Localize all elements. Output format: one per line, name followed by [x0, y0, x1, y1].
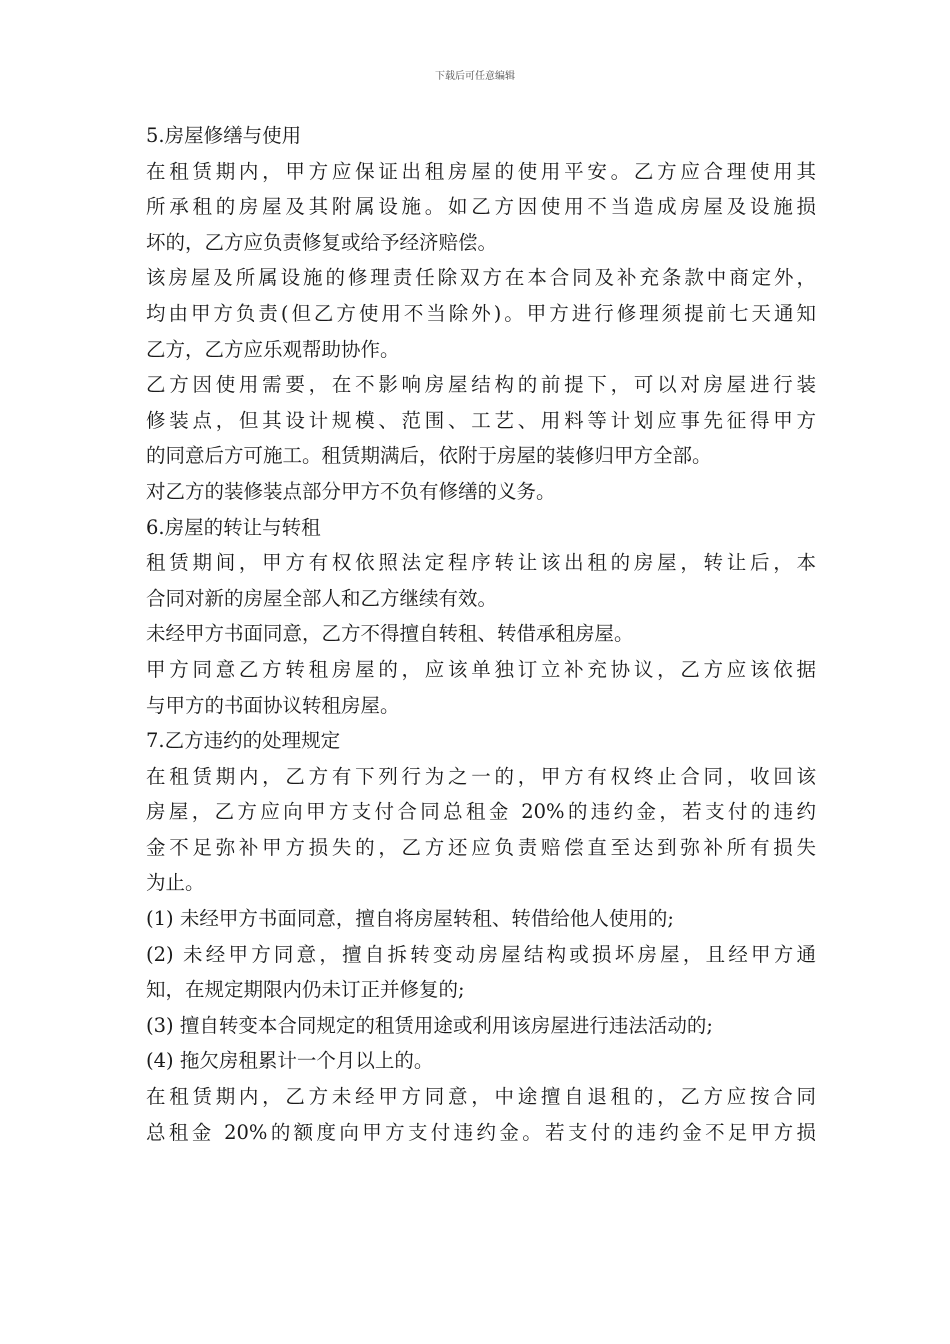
text-line: 6.房屋的转让与转租 [146, 515, 321, 539]
text-line: 甲方同意乙方转租房屋的，应该单独订立补充协议，乙方应该依据 [146, 657, 816, 681]
text-line: 房屋，乙方应向甲方支付合同总租金 20%的违约金，若支付的违约 [146, 800, 816, 824]
document-body [146, 118, 816, 1150]
text-line: 金不足弥补甲方损失的，乙方还应负责赔偿直至达到弥补所有损失 [146, 835, 816, 859]
page-header: 下载后可任意编辑 [435, 71, 515, 82]
text-line: 对乙方的装修装点部分甲方不负有修缮的义务。 [146, 479, 556, 503]
text-line: 乙方因使用需要，在不影响房屋结构的前提下，可以对房屋进行装 [146, 373, 816, 397]
text-line: 在租赁期内，乙方有下列行为之一的，甲方有权终止合同，收回该 [146, 764, 816, 788]
text-line: 坏的，乙方应负责修复或给予经济赔偿。 [146, 230, 498, 254]
text-line: 在租赁期内，乙方未经甲方同意，中途擅自退租的，乙方应按合同 [146, 1085, 816, 1109]
text-line: 乙方，乙方应乐观帮助协作。 [146, 337, 400, 361]
text-line: 7.乙方违约的处理规定 [146, 729, 341, 753]
text-line: 在租赁期内，甲方应保证出租房屋的使用平安。乙方应合理使用其 [146, 159, 816, 183]
text-line: 修装点，但其设计规模、范围、工艺、用料等计划应事先征得甲方 [146, 408, 816, 432]
text-line: 均由甲方负责(但乙方使用不当除外)。甲方进行修理须提前七天通知 [146, 301, 816, 325]
text-line: 租赁期间，甲方有权依照法定程序转让该出租的房屋，转让后，本 [146, 551, 816, 575]
text-line: 所承租的房屋及其附属设施。如乙方因使用不当造成房屋及设施损 [146, 195, 816, 219]
text-line: 的同意后方可施工。租赁期满后，依附于房屋的装修归甲方全部。 [146, 444, 712, 468]
text-line: 为止。 [146, 871, 205, 895]
text-line: 与甲方的书面协议转租房屋。 [146, 693, 400, 717]
text-line: 该房屋及所属设施的修理责任除双方在本合同及补充条款中商定外， [146, 266, 816, 290]
text-line: 总租金 20%的额度向甲方支付违约金。若支付的违约金不足甲方损 [146, 1120, 816, 1144]
text-line: 未经甲方书面同意，乙方不得擅自转租、转借承租房屋。 [146, 622, 634, 646]
text-line: 知，在规定期限内仍未订正并修复的; [146, 978, 465, 1002]
text-line: (3) 擅自转变本合同规定的租赁用途或利用该房屋进行违法活动的; [146, 1013, 713, 1037]
text-line: (1) 未经甲方书面同意，擅自将房屋转租、转借给他人使用的; [146, 907, 674, 931]
text-line: 5.房屋修缮与使用 [146, 124, 302, 147]
text-line: 合同对新的房屋全部人和乙方继续有效。 [146, 586, 498, 610]
text-line: (2) 未经甲方同意，擅自拆转变动房屋结构或损坏房屋，且经甲方通 [146, 942, 816, 966]
text-line: (4) 拖欠房租累计一个月以上的。 [146, 1049, 434, 1073]
